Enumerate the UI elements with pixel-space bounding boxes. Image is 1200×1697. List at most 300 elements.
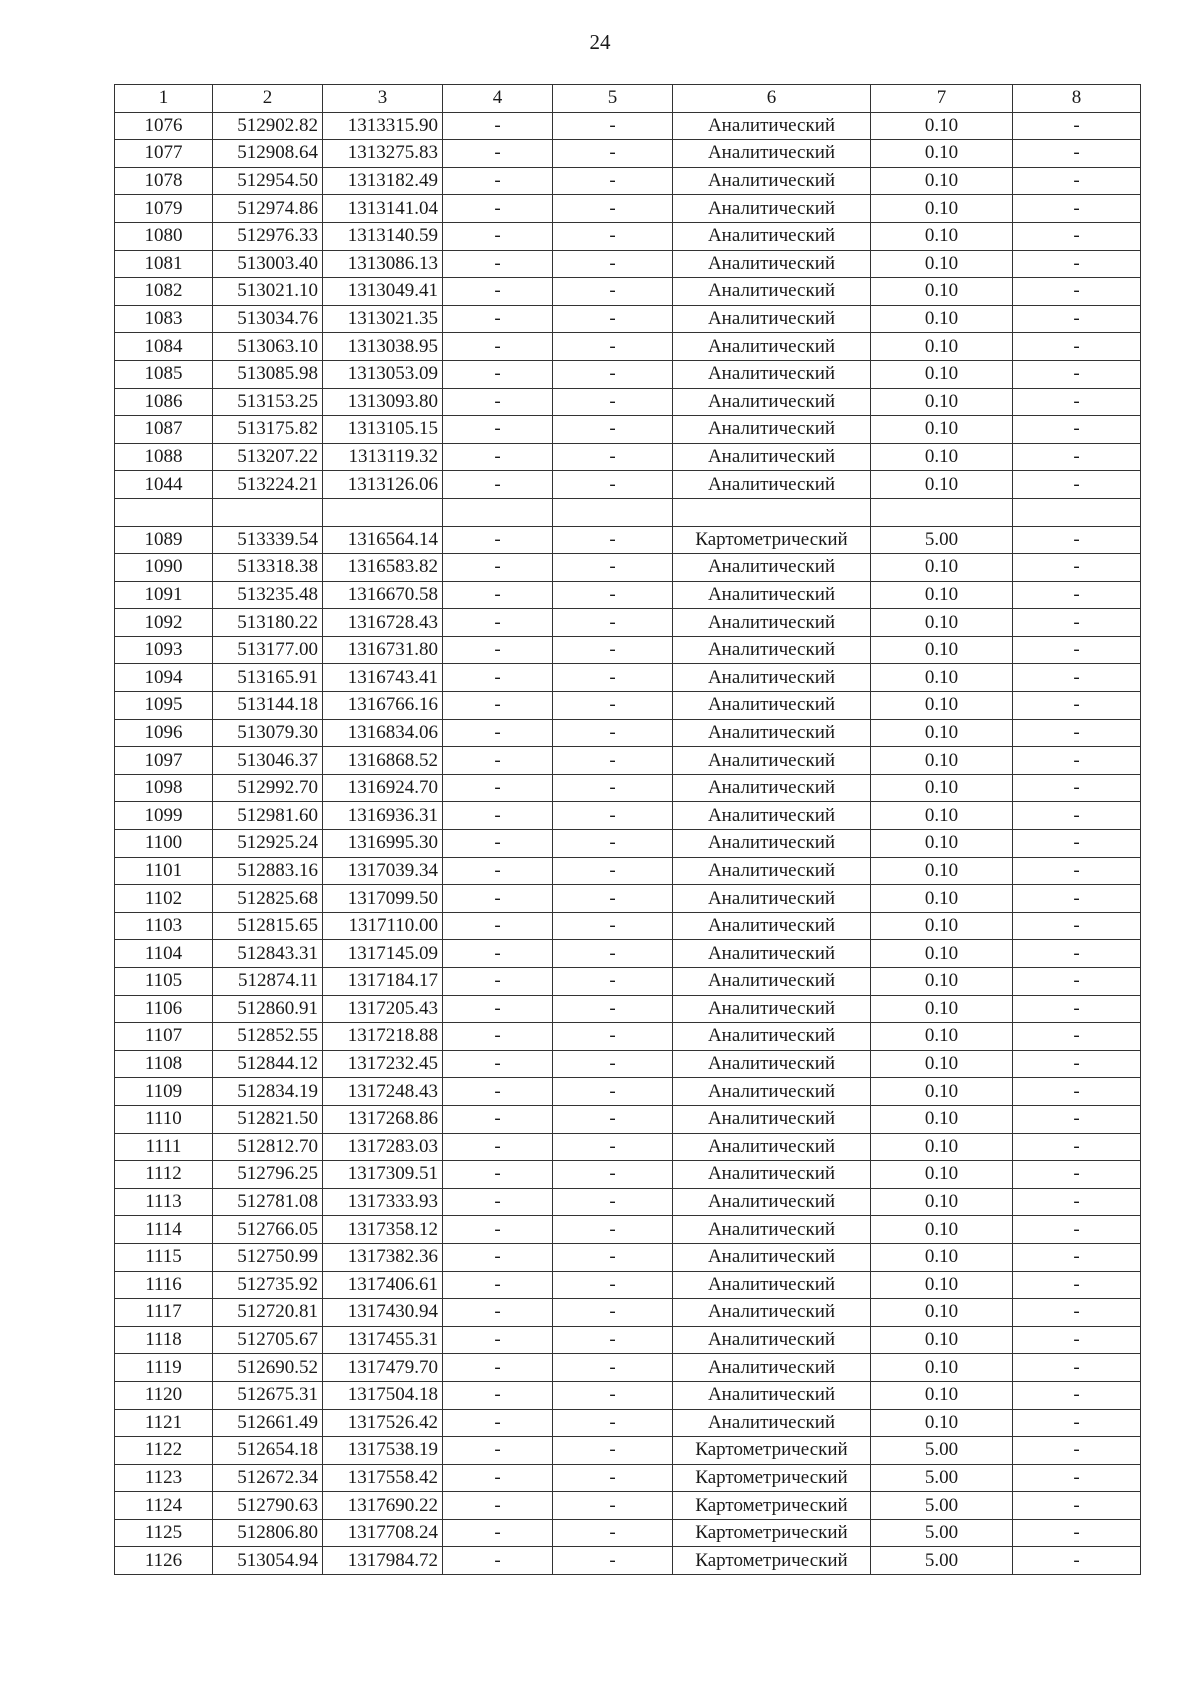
col-5-cell: -: [553, 1464, 673, 1492]
x-coordinate-cell: 513085.98: [213, 360, 323, 388]
method-cell: Аналитический: [673, 830, 871, 858]
x-coordinate-cell: 512834.19: [213, 1078, 323, 1106]
x-coordinate-cell: 512766.05: [213, 1216, 323, 1244]
precision-cell: 5.00: [871, 1464, 1013, 1492]
method-cell: Аналитический: [673, 1409, 871, 1437]
col-8-cell: -: [1013, 333, 1141, 361]
point-number-cell: 1106: [115, 995, 213, 1023]
col-8-cell: -: [1013, 1050, 1141, 1078]
precision-cell: 0.10: [871, 305, 1013, 333]
col-8-cell: -: [1013, 664, 1141, 692]
y-coordinate-cell: 1317504.18: [323, 1381, 443, 1409]
col-8-cell: -: [1013, 636, 1141, 664]
col-5-cell: -: [553, 333, 673, 361]
table-row: [115, 250, 1141, 278]
y-coordinate-cell: [323, 498, 443, 526]
x-coordinate-cell: 512974.86: [213, 195, 323, 223]
col-8-cell: -: [1013, 719, 1141, 747]
col-5-cell: -: [553, 1105, 673, 1133]
y-coordinate-cell: 1317690.22: [323, 1492, 443, 1520]
table-row: [115, 664, 1141, 692]
y-coordinate-cell: 1313093.80: [323, 388, 443, 416]
table-row: [115, 278, 1141, 306]
y-coordinate-cell: 1316731.80: [323, 636, 443, 664]
method-cell: Аналитический: [673, 554, 871, 582]
x-coordinate-cell: 512852.55: [213, 1023, 323, 1051]
x-coordinate-cell: 512675.31: [213, 1381, 323, 1409]
table-row: [115, 1547, 1141, 1575]
x-coordinate-cell: 512654.18: [213, 1437, 323, 1465]
method-cell: Аналитический: [673, 140, 871, 168]
method-cell: Аналитический: [673, 609, 871, 637]
method-cell: Картометрический: [673, 1492, 871, 1520]
col-4-cell: -: [443, 664, 553, 692]
col-4-cell: -: [443, 912, 553, 940]
table-row: [115, 1299, 1141, 1327]
precision-cell: 0.10: [871, 443, 1013, 471]
table-row: [115, 1243, 1141, 1271]
point-number-cell: 1113: [115, 1188, 213, 1216]
precision-cell: 0.10: [871, 250, 1013, 278]
col-5-cell: -: [553, 774, 673, 802]
header-col-7: 7: [871, 85, 1013, 113]
col-5-cell: -: [553, 388, 673, 416]
method-cell: Аналитический: [673, 388, 871, 416]
col-8-cell: -: [1013, 968, 1141, 996]
y-coordinate-cell: 1317232.45: [323, 1050, 443, 1078]
col-5-cell: -: [553, 222, 673, 250]
y-coordinate-cell: 1317205.43: [323, 995, 443, 1023]
col-5-cell: -: [553, 1299, 673, 1327]
precision-cell: 5.00: [871, 1437, 1013, 1465]
col-8-cell: -: [1013, 1437, 1141, 1465]
col-5-cell: -: [553, 857, 673, 885]
table-row: [115, 857, 1141, 885]
table-row: [115, 1437, 1141, 1465]
precision-cell: 0.10: [871, 278, 1013, 306]
point-number-cell: 1109: [115, 1078, 213, 1106]
col-8-cell: -: [1013, 1519, 1141, 1547]
method-cell: Аналитический: [673, 912, 871, 940]
precision-cell: 0.10: [871, 1105, 1013, 1133]
point-number-cell: 1077: [115, 140, 213, 168]
col-8-cell: -: [1013, 1409, 1141, 1437]
table-row: [115, 222, 1141, 250]
col-8-cell: -: [1013, 885, 1141, 913]
col-5-cell: -: [553, 1326, 673, 1354]
col-4-cell: -: [443, 1078, 553, 1106]
precision-cell: [871, 498, 1013, 526]
table-row: [115, 609, 1141, 637]
precision-cell: 0.10: [871, 1271, 1013, 1299]
header-col-8: 8: [1013, 85, 1141, 113]
col-8-cell: -: [1013, 747, 1141, 775]
y-coordinate-cell: 1313141.04: [323, 195, 443, 223]
method-cell: Аналитический: [673, 167, 871, 195]
method-cell: Аналитический: [673, 995, 871, 1023]
col-5-cell: -: [553, 195, 673, 223]
y-coordinate-cell: 1317333.93: [323, 1188, 443, 1216]
col-4-cell: -: [443, 333, 553, 361]
col-4-cell: -: [443, 360, 553, 388]
col-4-cell: -: [443, 1133, 553, 1161]
col-5-cell: -: [553, 1519, 673, 1547]
col-5-cell: -: [553, 1492, 673, 1520]
col-8-cell: -: [1013, 195, 1141, 223]
y-coordinate-cell: 1317268.86: [323, 1105, 443, 1133]
table-row: [115, 471, 1141, 499]
point-number-cell: 1096: [115, 719, 213, 747]
x-coordinate-cell: 512720.81: [213, 1299, 323, 1327]
col-5-cell: -: [553, 1023, 673, 1051]
point-number-cell: 1088: [115, 443, 213, 471]
x-coordinate-cell: 512874.11: [213, 968, 323, 996]
table-row: [115, 1050, 1141, 1078]
y-coordinate-cell: 1313021.35: [323, 305, 443, 333]
y-coordinate-cell: 1316728.43: [323, 609, 443, 637]
table-row: [115, 912, 1141, 940]
table-row: [115, 554, 1141, 582]
point-number-cell: 1083: [115, 305, 213, 333]
col-8-cell: -: [1013, 940, 1141, 968]
x-coordinate-cell: 513054.94: [213, 1547, 323, 1575]
col-5-cell: -: [553, 1271, 673, 1299]
col-4-cell: -: [443, 526, 553, 554]
x-coordinate-cell: 512992.70: [213, 774, 323, 802]
table-row: [115, 1492, 1141, 1520]
method-cell: Аналитический: [673, 195, 871, 223]
col-8-cell: -: [1013, 581, 1141, 609]
col-8-cell: -: [1013, 774, 1141, 802]
point-number-cell: 1118: [115, 1326, 213, 1354]
precision-cell: 0.10: [871, 774, 1013, 802]
y-coordinate-cell: 1313182.49: [323, 167, 443, 195]
precision-cell: 0.10: [871, 1243, 1013, 1271]
precision-cell: 5.00: [871, 1492, 1013, 1520]
col-5-cell: -: [553, 719, 673, 747]
col-5-cell: -: [553, 912, 673, 940]
method-cell: Аналитический: [673, 471, 871, 499]
table-row: [115, 443, 1141, 471]
col-4-cell: -: [443, 443, 553, 471]
table-row: [115, 1354, 1141, 1382]
col-8-cell: -: [1013, 802, 1141, 830]
col-4-cell: -: [443, 747, 553, 775]
table-row: [115, 719, 1141, 747]
y-coordinate-cell: 1317558.42: [323, 1464, 443, 1492]
x-coordinate-cell: 512735.92: [213, 1271, 323, 1299]
x-coordinate-cell: 512883.16: [213, 857, 323, 885]
y-coordinate-cell: 1317538.19: [323, 1437, 443, 1465]
method-cell: Аналитический: [673, 940, 871, 968]
method-cell: Аналитический: [673, 802, 871, 830]
x-coordinate-cell: 512860.91: [213, 995, 323, 1023]
method-cell: Аналитический: [673, 747, 871, 775]
x-coordinate-cell: 513339.54: [213, 526, 323, 554]
col-5-cell: -: [553, 581, 673, 609]
table-row: [115, 498, 1141, 526]
col-8-cell: -: [1013, 609, 1141, 637]
col-5-cell: -: [553, 250, 673, 278]
col-5-cell: -: [553, 1437, 673, 1465]
table-row: [115, 830, 1141, 858]
point-number-cell: 1117: [115, 1299, 213, 1327]
method-cell: Аналитический: [673, 1133, 871, 1161]
y-coordinate-cell: 1317099.50: [323, 885, 443, 913]
precision-cell: 0.10: [871, 360, 1013, 388]
col-8-cell: -: [1013, 222, 1141, 250]
point-number-cell: 1123: [115, 1464, 213, 1492]
col-4-cell: -: [443, 1354, 553, 1382]
y-coordinate-cell: 1317309.51: [323, 1161, 443, 1189]
col-8-cell: -: [1013, 1547, 1141, 1575]
table-row: [115, 802, 1141, 830]
col-4-cell: -: [443, 1437, 553, 1465]
precision-cell: 0.10: [871, 1161, 1013, 1189]
method-cell: Аналитический: [673, 305, 871, 333]
x-coordinate-cell: 512843.31: [213, 940, 323, 968]
x-coordinate-cell: 512815.65: [213, 912, 323, 940]
method-cell: Аналитический: [673, 278, 871, 306]
page-number: 24: [589, 30, 611, 54]
method-cell: Аналитический: [673, 581, 871, 609]
precision-cell: 0.10: [871, 1023, 1013, 1051]
method-cell: Аналитический: [673, 1023, 871, 1051]
x-coordinate-cell: 512925.24: [213, 830, 323, 858]
header-col-2: 2: [213, 85, 323, 113]
y-coordinate-cell: 1313126.06: [323, 471, 443, 499]
precision-cell: 0.10: [871, 471, 1013, 499]
x-coordinate-cell: 513046.37: [213, 747, 323, 775]
precision-cell: 0.10: [871, 747, 1013, 775]
y-coordinate-cell: 1317479.70: [323, 1354, 443, 1382]
table-header-row: [115, 85, 1141, 113]
y-coordinate-cell: 1317218.88: [323, 1023, 443, 1051]
col-4-cell: -: [443, 719, 553, 747]
col-5-cell: -: [553, 305, 673, 333]
table-row: [115, 995, 1141, 1023]
col-5-cell: -: [553, 1161, 673, 1189]
x-coordinate-cell: 512690.52: [213, 1354, 323, 1382]
col-4-cell: -: [443, 195, 553, 223]
col-8-cell: -: [1013, 1216, 1141, 1244]
col-4-cell: -: [443, 278, 553, 306]
col-5-cell: -: [553, 940, 673, 968]
col-8-cell: -: [1013, 1133, 1141, 1161]
method-cell: Аналитический: [673, 664, 871, 692]
y-coordinate-cell: 1313119.32: [323, 443, 443, 471]
x-coordinate-cell: 512750.99: [213, 1243, 323, 1271]
col-5-cell: -: [553, 1381, 673, 1409]
point-number-cell: 1105: [115, 968, 213, 996]
y-coordinate-cell: 1313086.13: [323, 250, 443, 278]
col-5-cell: -: [553, 1050, 673, 1078]
method-cell: Аналитический: [673, 774, 871, 802]
point-number-cell: 1086: [115, 388, 213, 416]
col-4-cell: -: [443, 1023, 553, 1051]
x-coordinate-cell: 513165.91: [213, 664, 323, 692]
y-coordinate-cell: 1317455.31: [323, 1326, 443, 1354]
precision-cell: 0.10: [871, 112, 1013, 140]
point-number-cell: 1108: [115, 1050, 213, 1078]
table-row: [115, 774, 1141, 802]
table-row: [115, 1105, 1141, 1133]
method-cell: Аналитический: [673, 333, 871, 361]
col-8-cell: -: [1013, 692, 1141, 720]
col-8-cell: -: [1013, 471, 1141, 499]
y-coordinate-cell: 1316995.30: [323, 830, 443, 858]
y-coordinate-cell: 1316583.82: [323, 554, 443, 582]
col-4-cell: -: [443, 1326, 553, 1354]
col-4-cell: -: [443, 1519, 553, 1547]
table-row: [115, 1519, 1141, 1547]
col-5-cell: -: [553, 885, 673, 913]
precision-cell: 0.10: [871, 1078, 1013, 1106]
col-4-cell: -: [443, 1161, 553, 1189]
point-number-cell: 1110: [115, 1105, 213, 1133]
point-number-cell: 1093: [115, 636, 213, 664]
table-row: [115, 1464, 1141, 1492]
method-cell: Аналитический: [673, 1078, 871, 1106]
col-4-cell: -: [443, 554, 553, 582]
point-number-cell: 1103: [115, 912, 213, 940]
col-5-cell: -: [553, 1243, 673, 1271]
method-cell: Аналитический: [673, 112, 871, 140]
x-coordinate-cell: 513177.00: [213, 636, 323, 664]
table-row: [115, 940, 1141, 968]
col-8-cell: -: [1013, 388, 1141, 416]
col-5-cell: -: [553, 1216, 673, 1244]
x-coordinate-cell: 512825.68: [213, 885, 323, 913]
col-4-cell: -: [443, 940, 553, 968]
table-row: [115, 885, 1141, 913]
precision-cell: 0.10: [871, 416, 1013, 444]
col-8-cell: -: [1013, 416, 1141, 444]
y-coordinate-cell: 1313105.15: [323, 416, 443, 444]
x-coordinate-cell: 513003.40: [213, 250, 323, 278]
table-row: [115, 416, 1141, 444]
x-coordinate-cell: 513207.22: [213, 443, 323, 471]
point-number-cell: 1126: [115, 1547, 213, 1575]
col-4-cell: -: [443, 830, 553, 858]
point-number-cell: 1120: [115, 1381, 213, 1409]
table-row: [115, 1381, 1141, 1409]
table-row: [115, 1133, 1141, 1161]
col-5-cell: -: [553, 526, 673, 554]
col-4-cell: -: [443, 416, 553, 444]
col-4-cell: -: [443, 609, 553, 637]
y-coordinate-cell: 1317110.00: [323, 912, 443, 940]
col-4-cell: -: [443, 885, 553, 913]
col-4-cell: -: [443, 388, 553, 416]
col-5-cell: -: [553, 1133, 673, 1161]
x-coordinate-cell: 512672.34: [213, 1464, 323, 1492]
method-cell: Аналитический: [673, 416, 871, 444]
col-8-cell: -: [1013, 1243, 1141, 1271]
table-row: [115, 167, 1141, 195]
precision-cell: 0.10: [871, 222, 1013, 250]
x-coordinate-cell: 512781.08: [213, 1188, 323, 1216]
method-cell: Аналитический: [673, 1354, 871, 1382]
x-coordinate-cell: 512821.50: [213, 1105, 323, 1133]
col-5-cell: -: [553, 443, 673, 471]
point-number-cell: 1084: [115, 333, 213, 361]
col-4-cell: -: [443, 305, 553, 333]
col-4-cell: -: [443, 636, 553, 664]
col-8-cell: -: [1013, 1492, 1141, 1520]
precision-cell: 0.10: [871, 968, 1013, 996]
table-row: [115, 112, 1141, 140]
col-4-cell: -: [443, 471, 553, 499]
y-coordinate-cell: 1316924.70: [323, 774, 443, 802]
method-cell: Аналитический: [673, 1050, 871, 1078]
precision-cell: 5.00: [871, 1519, 1013, 1547]
x-coordinate-cell: 512812.70: [213, 1133, 323, 1161]
point-number-cell: 1081: [115, 250, 213, 278]
col-8-cell: -: [1013, 554, 1141, 582]
table-row: [115, 968, 1141, 996]
point-number-cell: 1107: [115, 1023, 213, 1051]
point-number-cell: 1102: [115, 885, 213, 913]
col-5-cell: -: [553, 830, 673, 858]
precision-cell: 0.10: [871, 333, 1013, 361]
point-number-cell: 1116: [115, 1271, 213, 1299]
method-cell: Аналитический: [673, 250, 871, 278]
col-8-cell: -: [1013, 1023, 1141, 1051]
precision-cell: 0.10: [871, 1216, 1013, 1244]
method-cell: Картометрический: [673, 1464, 871, 1492]
point-number-cell: 1092: [115, 609, 213, 637]
col-8-cell: -: [1013, 278, 1141, 306]
col-5-cell: -: [553, 416, 673, 444]
header-col-5: 5: [553, 85, 673, 113]
precision-cell: 0.10: [871, 719, 1013, 747]
y-coordinate-cell: 1316670.58: [323, 581, 443, 609]
method-cell: Аналитический: [673, 222, 871, 250]
precision-cell: 0.10: [871, 830, 1013, 858]
y-coordinate-cell: 1313053.09: [323, 360, 443, 388]
col-4-cell: -: [443, 1547, 553, 1575]
point-number-cell: 1080: [115, 222, 213, 250]
col-5-cell: -: [553, 995, 673, 1023]
point-number-cell: 1115: [115, 1243, 213, 1271]
x-coordinate-cell: 513235.48: [213, 581, 323, 609]
precision-cell: 0.10: [871, 1409, 1013, 1437]
table-row: [115, 747, 1141, 775]
col-5-cell: -: [553, 1547, 673, 1575]
y-coordinate-cell: 1316936.31: [323, 802, 443, 830]
precision-cell: 5.00: [871, 1547, 1013, 1575]
point-number-cell: 1091: [115, 581, 213, 609]
coordinates-table: [114, 84, 1141, 1575]
col-4-cell: -: [443, 581, 553, 609]
y-coordinate-cell: 1316766.16: [323, 692, 443, 720]
method-cell: Аналитический: [673, 692, 871, 720]
col-8-cell: -: [1013, 1188, 1141, 1216]
table-row: [115, 305, 1141, 333]
precision-cell: 0.10: [871, 1050, 1013, 1078]
y-coordinate-cell: 1313140.59: [323, 222, 443, 250]
method-cell: Аналитический: [673, 636, 871, 664]
y-coordinate-cell: 1317984.72: [323, 1547, 443, 1575]
precision-cell: 0.10: [871, 1354, 1013, 1382]
col-8-cell: -: [1013, 112, 1141, 140]
point-number-cell: 1098: [115, 774, 213, 802]
method-cell: Аналитический: [673, 360, 871, 388]
point-number-cell: 1090: [115, 554, 213, 582]
method-cell: Аналитический: [673, 443, 871, 471]
x-coordinate-cell: 512806.80: [213, 1519, 323, 1547]
